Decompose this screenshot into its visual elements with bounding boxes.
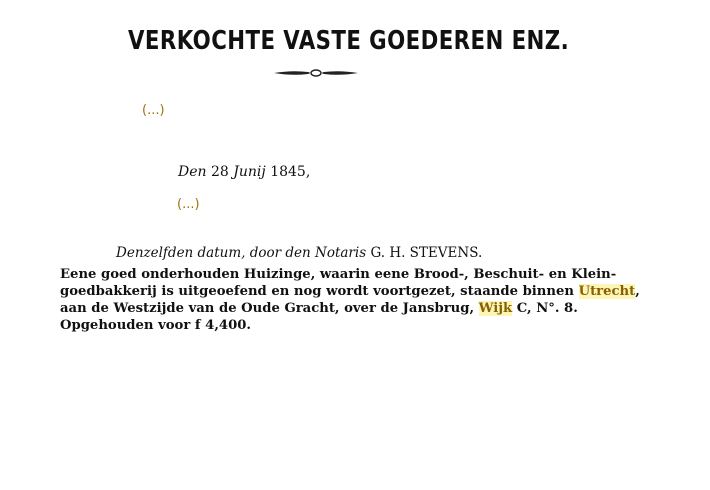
- line-text: goedbakkerij is uitgeoefend en nog wordt voortgezet, staande binnen: [60, 284, 579, 299]
- ellipsis-marker: (...): [142, 103, 165, 118]
- ellipsis-marker: (...): [177, 197, 200, 212]
- paragraph-line: Eene goed onderhouden Huizinge, waarin eene Brood-, Beschuit- en Klein-: [60, 267, 617, 282]
- page-title: VERKOCHTE VASTE GOEDEREN ENZ.: [128, 26, 570, 56]
- paragraph-line: [60, 283, 640, 300]
- date-suffix: ,: [305, 164, 311, 180]
- date-year: 1845: [270, 164, 306, 180]
- date-month: Junij: [233, 164, 266, 180]
- date-line: [178, 164, 310, 180]
- notary-title: Notaris: [315, 245, 367, 261]
- paragraph-line: [60, 300, 580, 317]
- notary-lead: Denzelfden datum,: [116, 245, 246, 261]
- date-prefix: Den: [178, 164, 207, 180]
- highlighted-term[interactable]: Wijk: [478, 301, 513, 316]
- ornament-divider: [272, 67, 360, 79]
- notary-mid: door den: [249, 245, 311, 261]
- line-text: C, N°. 8.: [512, 301, 578, 316]
- notary-name: G. H. STEVENS.: [370, 245, 483, 261]
- notary-line: [116, 245, 482, 261]
- highlighted-term[interactable]: Utrecht: [578, 284, 636, 299]
- date-day: 28: [210, 164, 229, 180]
- listing-paragraph: [60, 266, 640, 334]
- paragraph-line: Opgehouden voor f 4,400.: [60, 318, 252, 333]
- line-text: aan de Westzijde van de Oude Gracht, over de Jansbrug,: [60, 301, 479, 316]
- line-text: ,: [635, 284, 640, 299]
